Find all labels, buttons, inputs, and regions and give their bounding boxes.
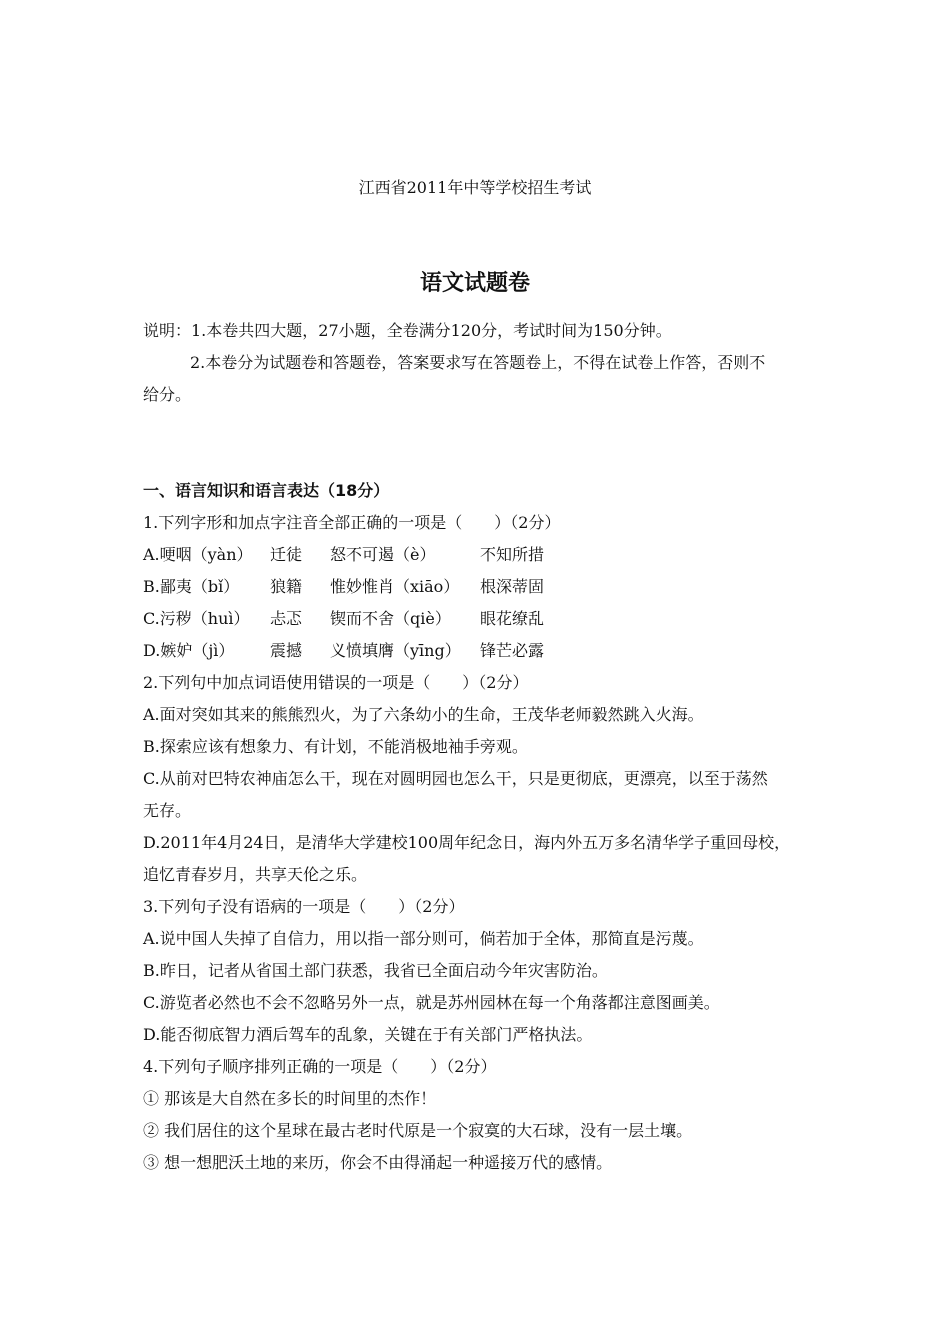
question-4-sentence-3: ③ 想一想肥沃土地的来历，你会不由得涌起一种遥接万代的感情。 bbox=[143, 1153, 613, 1172]
option-word-4: 锋芒必露 bbox=[480, 641, 545, 660]
question-2-option-c-line-1: C.从前对巴特农神庙怎么干，现在对圆明园也怎么干，只是更彻底，更漂亮，以至于荡然 bbox=[143, 769, 768, 788]
question-3-option-d: D.能否彻底智力酒后驾车的乱象，关键在于有关部门严格执法。 bbox=[143, 1025, 593, 1044]
paper-subtitle: 语文试题卷 bbox=[419, 271, 530, 296]
instruction-line-2: 2.本卷分为试题卷和答题卷，答案要求写在答题卷上，不得在试卷上作答，否则不 bbox=[190, 353, 766, 372]
option-word-3: 怒不可遏（è） bbox=[330, 545, 436, 564]
option-word-2: 震撼 bbox=[270, 641, 303, 660]
option-word-1: B.鄙夷（bǐ） bbox=[143, 577, 240, 596]
question-2-stem: 2.下列句中加点词语使用错误的一项是（ ）（2分） bbox=[143, 673, 529, 692]
question-2-option-b: B.探索应该有想象力、有计划，不能消极地袖手旁观。 bbox=[143, 737, 528, 756]
option-word-4: 不知所措 bbox=[480, 545, 545, 564]
question-3-option-a: A.说中国人失掉了自信力，用以指一部分则可，倘若加于全体，那简直是污蔑。 bbox=[143, 929, 704, 948]
option-word-2: 狼籍 bbox=[270, 577, 303, 596]
question-3-option-b: B.昨日，记者从省国土部门获悉，我省已全面启动今年灾害防治。 bbox=[143, 961, 608, 980]
question-4-stem: 4.下列句子顺序排列正确的一项是（ ）（2分） bbox=[143, 1057, 497, 1076]
question-3-stem: 3.下列句子没有语病的一项是（ ）（2分） bbox=[143, 897, 465, 916]
option-word-4: 根深蒂固 bbox=[480, 577, 545, 596]
question-2-option-d-line-2: 追忆青春岁月，共享天伦之乐。 bbox=[143, 865, 368, 884]
question-2-option-a: A.面对突如其来的熊熊烈火，为了六条幼小的生命，王茂华老师毅然跳入火海。 bbox=[143, 705, 704, 724]
question-4-sentence-2: ② 我们居住的这个星球在最古老时代原是一个寂寞的大石球，没有一层土壤。 bbox=[143, 1121, 693, 1140]
option-word-1: D.嫉妒（jì） bbox=[143, 641, 235, 660]
exam-title: 江西省2011年中等学校招生考试 bbox=[358, 178, 592, 197]
section-1-heading: 一、语言知识和语言表达（18分） bbox=[143, 481, 390, 500]
instruction-line-3: 给分。 bbox=[143, 385, 192, 404]
question-3-option-c: C.游览者必然也不会不忽略另外一点，就是苏州园林在每一个角落都注意图画美。 bbox=[143, 993, 720, 1012]
option-word-3: 锲而不舍（qiè） bbox=[330, 609, 451, 628]
option-word-2: 迁徒 bbox=[270, 545, 303, 564]
question-2-option-c-line-2: 无存。 bbox=[143, 801, 192, 820]
option-word-3: 惟妙惟肖（xiāo） bbox=[330, 577, 460, 596]
option-word-3: 义愤填膺（yīng） bbox=[330, 641, 461, 660]
question-1-stem: 1.下列字形和加点字注音全部正确的一项是（ ）（2分） bbox=[143, 513, 561, 532]
question-2-option-d-line-1: D.2011年4月24日，是清华大学建校100周年纪念日，海内外五万多名清华学子重回母校， bbox=[143, 833, 791, 852]
option-word-1: A.哽咽（yàn） bbox=[143, 545, 253, 564]
question-4-sentence-1: ① 那该是大自然在多长的时间里的杰作！ bbox=[143, 1089, 437, 1108]
option-word-1: C.污秽（huì） bbox=[143, 609, 250, 628]
instruction-line-1: 说明：1.本卷共四大题，27小题，全卷满分120分，考试时间为150分钟。 bbox=[143, 321, 672, 340]
option-word-2: 忐忑 bbox=[270, 609, 303, 628]
option-word-4: 眼花缭乱 bbox=[480, 609, 545, 628]
